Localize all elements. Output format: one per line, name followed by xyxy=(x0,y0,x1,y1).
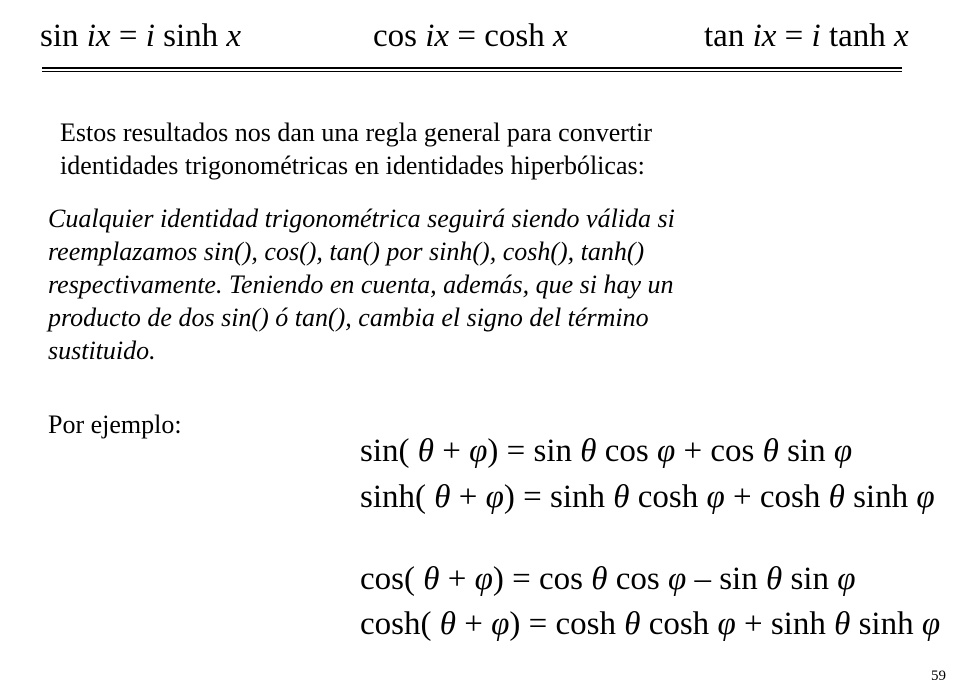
rule-line: Cualquier identidad trigonométrica seguirá siendo válida si xyxy=(48,204,675,233)
fn: cosh xyxy=(360,606,421,642)
var-ix: ix xyxy=(425,18,450,54)
divider-rule-thin xyxy=(42,71,902,72)
example-identity-sin-sum: sin( θ + φ) = sin θ cos φ + cos θ sin φ xyxy=(360,433,853,469)
operator: + xyxy=(735,606,771,642)
fn: sin xyxy=(790,561,829,597)
equals-sign: = xyxy=(449,18,485,54)
fn: sinh xyxy=(858,606,914,642)
rule-paragraph xyxy=(48,202,675,367)
fn: sinh xyxy=(549,479,605,515)
var-x: x xyxy=(552,18,568,54)
fn: sinh xyxy=(853,479,909,515)
theta: θ xyxy=(834,606,851,642)
operator: + xyxy=(724,479,760,515)
fn-sinh: sinh xyxy=(163,18,219,54)
theta: θ xyxy=(828,479,845,515)
fn: cos xyxy=(604,433,649,469)
phi: φ xyxy=(485,479,504,515)
theta: θ xyxy=(591,561,608,597)
var-x: x xyxy=(894,18,909,54)
phi: φ xyxy=(469,433,488,469)
fn: sin xyxy=(719,561,758,597)
fn-tan: tan xyxy=(704,18,745,54)
fn-tanh: tanh xyxy=(828,18,886,54)
operator: + xyxy=(675,433,711,469)
fn: sin xyxy=(533,433,572,469)
equals-sign: = xyxy=(110,18,146,54)
fn: cosh xyxy=(637,479,699,515)
intro-paragraph xyxy=(60,116,652,182)
identity-cos-ix xyxy=(373,20,568,53)
example-identity-sinh-sum: sinh( θ + φ) = sinh θ cosh φ + cosh θ sinh φ xyxy=(360,479,935,515)
phi: φ xyxy=(491,606,510,642)
fn: sin xyxy=(360,433,399,469)
intro-line: identidades trigonométricas en identidades hiperbólicas: xyxy=(60,151,645,180)
theta: θ xyxy=(439,606,456,642)
theta: θ xyxy=(417,433,434,469)
phi: φ xyxy=(667,561,687,597)
equals-sign: = xyxy=(776,18,812,54)
fn-cos: cos xyxy=(373,18,417,54)
page-number: 59 xyxy=(931,668,946,684)
operator: – xyxy=(686,561,720,597)
example-label: Por ejemplo: xyxy=(48,410,182,439)
fn: cosh xyxy=(759,479,821,515)
theta: θ xyxy=(624,606,641,642)
phi: φ xyxy=(921,606,941,642)
intro-line: Estos resultados nos dan una regla general para convertir xyxy=(60,118,653,147)
fn-cosh: cosh xyxy=(484,18,545,54)
identity-tan-ix xyxy=(704,20,909,53)
rule-line: producto de dos sin() ó tan(), cambia el signo del término xyxy=(48,303,649,332)
fn: sinh xyxy=(770,606,826,642)
var-ix: ix xyxy=(752,18,777,54)
theta: θ xyxy=(613,479,630,515)
phi: φ xyxy=(833,433,853,469)
example-identity-cos-sum: cos( θ + φ) = cos θ cos φ – sin θ sin φ xyxy=(360,561,856,597)
fn: cosh xyxy=(555,606,616,642)
phi: φ xyxy=(916,479,935,515)
var-i: i xyxy=(811,18,821,54)
fn: cosh xyxy=(648,606,710,642)
theta: θ xyxy=(762,433,779,469)
var-x: x xyxy=(226,18,242,54)
rule-line: reemplazamos sin(), cos(), tan() por sinh(), cosh(), tanh() xyxy=(48,237,645,266)
theta: θ xyxy=(434,479,451,515)
fn: sin xyxy=(787,433,826,469)
fn: cos xyxy=(360,561,404,597)
fn: sinh xyxy=(360,479,416,515)
var-ix: ix xyxy=(86,18,111,54)
example-identity-cosh-sum: cosh( θ + φ) = cosh θ cosh φ + sinh θ sinh φ xyxy=(360,606,941,642)
theta: θ xyxy=(580,433,597,469)
phi: φ xyxy=(474,561,493,597)
identity-sin-ix xyxy=(40,20,241,53)
phi: φ xyxy=(837,561,856,597)
phi: φ xyxy=(656,433,676,469)
rule-line: respectivamente. Teniendo en cuenta, además, que si hay un xyxy=(48,270,674,299)
rule-line: sustituido. xyxy=(48,336,156,365)
fn: cos xyxy=(710,433,755,469)
theta: θ xyxy=(765,561,783,597)
phi: φ xyxy=(706,479,725,515)
divider-rule xyxy=(42,67,902,69)
var-i: i xyxy=(145,18,155,54)
phi: φ xyxy=(717,606,736,642)
fn: cos xyxy=(538,561,583,597)
fn-sin: sin xyxy=(40,18,79,54)
theta: θ xyxy=(423,561,440,597)
fn: cos xyxy=(615,561,660,597)
